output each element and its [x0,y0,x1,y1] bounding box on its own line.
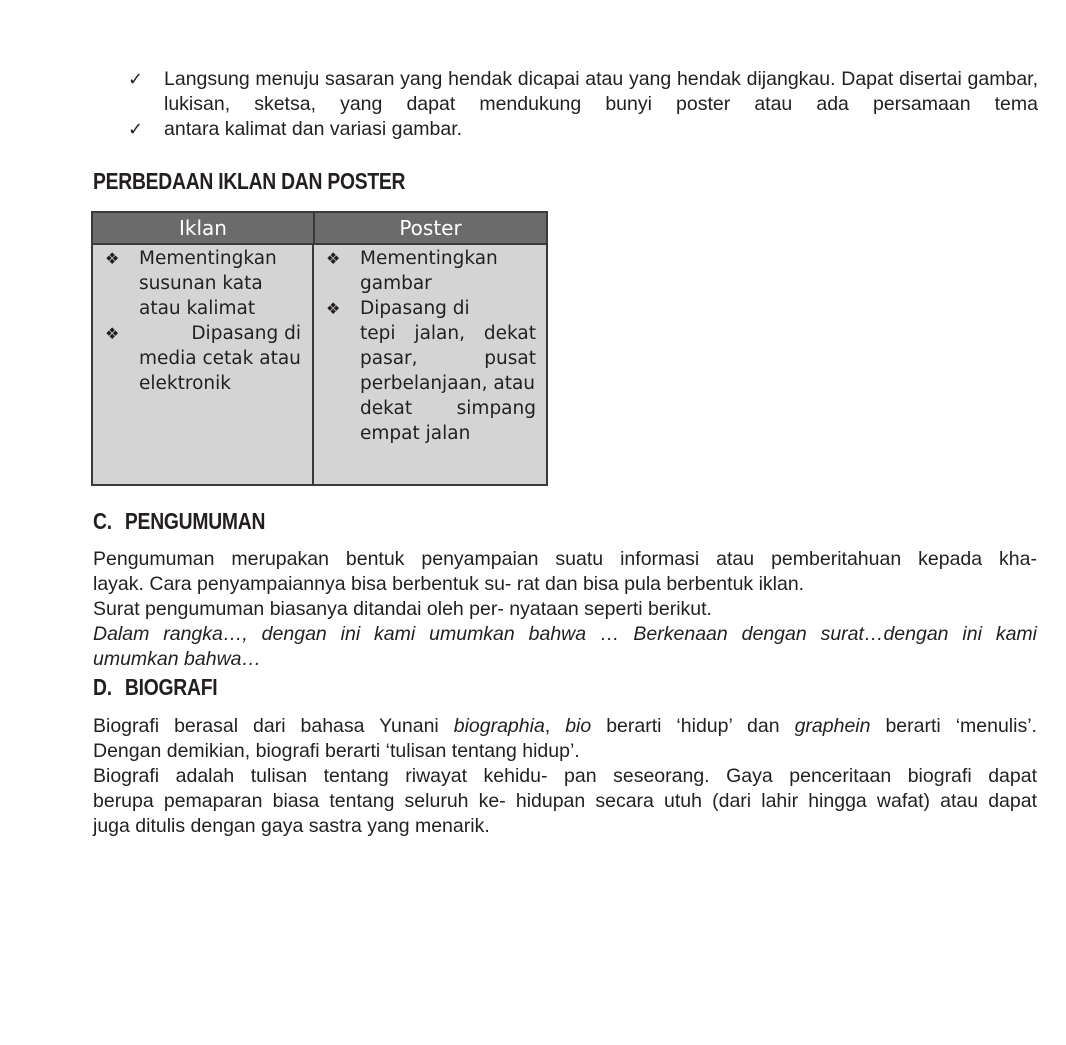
line: Dipasang di [191,323,301,344]
paragraph-line: layak. Cara penyampaiannya bisa berbentuk su- rat dan bisa pula berbentuk iklan. [93,573,805,595]
section-letter: C. [93,508,112,534]
line: Mementingkan [139,248,277,269]
checklist-item [128,67,1038,117]
line: susunan kata [139,273,263,294]
line: dekat simpang [360,398,536,419]
checklist-item [128,117,1038,142]
comparison-table [91,211,548,486]
checklist-item-text: antara kalimat dan variasi gambar. [164,118,463,140]
section-letter: D. [93,674,112,700]
paragraph-line [93,622,1037,647]
list-item-text [360,296,546,446]
checkmark-icon: ✓ [128,119,144,140]
checkmark-icon: ✓ [128,69,144,90]
list-item [314,246,546,296]
column-header-iklan: Iklan [93,213,315,243]
paragraph-line: juga ditulis dengan gaya sastra yang menarik. [93,815,490,837]
biografi-body [93,714,1037,839]
poster-cell [314,245,546,484]
paragraph-line: Surat pengumuman biasanya ditandai oleh per- nyataan seperti berikut. [93,598,712,620]
list-item [93,321,312,396]
table-header-row [93,213,546,245]
example-text: Dalam rangka…, dengan ini kami umumkan bahwa … Berkenaan dengan surat…dengan ini kami [93,623,1037,645]
diamond-bullet-icon: ❖ [105,324,120,343]
paragraph-line [93,714,1037,739]
diamond-bullet-icon: ❖ [326,299,341,318]
checklist-item-text: Langsung menuju sasaran yang hendak dicapai atau yang hendak dijangkau. Dapat disertai gambar, lukisan, sketsa, yang dapat mendukung bunyi poster atau ada persamaan tema [164,68,1038,115]
term: graphein [794,715,871,737]
text: Biografi berasal dari bahasa Yunani [93,715,454,737]
list-item-text [360,246,508,296]
section-heading-biografi [93,674,217,701]
section-title: PENGUMUMAN [124,508,266,534]
text: berarti ‘menulis’. [870,715,1037,737]
section-heading-pengumuman [93,508,265,535]
line: atau kalimat [139,298,256,319]
term: bio [565,715,592,737]
line: tepi jalan, dekat [360,323,536,344]
paragraph-line: Dengan demikian, biografi berarti ‘tulisan tentang hidup’. [93,740,580,762]
line: Dipasang di [360,298,470,319]
text: berarti ‘hidup’ dan [591,715,795,737]
pengumuman-body [93,547,1037,672]
term: biographia [453,715,545,737]
paragraph-line: Biografi adalah tulisan tentang riwayat kehidu- pan seseorang. Gaya penceritaan biografi dapat [93,765,1037,787]
list-item-text [139,321,311,396]
checklist [128,67,1038,142]
line: Mementingkan [360,248,498,269]
diamond-bullet-icon: ❖ [105,249,120,268]
paragraph-line [93,647,1037,672]
example-text: umumkan bahwa… [93,648,261,670]
list-item [93,246,312,321]
table-body [93,245,546,484]
line: gambar [360,273,432,294]
section-title: BIOGRAFI [124,674,218,700]
line: media cetak atau [139,348,301,369]
column-header-poster: Poster [399,216,462,240]
paragraph-line: berupa pemaparan biasa tentang seluruh ke- hidupan secara utuh (dari lahir hingga wafat) atau dapat [93,790,1037,812]
text: , [544,715,566,737]
list-item-text [139,246,287,321]
list-item [314,296,546,446]
paragraph-line: Pengumuman merupakan bentuk penyampaian suatu informasi atau pemberitahuan kepada kha- [93,548,1037,570]
section-heading-perbedaan: PERBEDAAN IKLAN DAN POSTER [93,168,406,194]
line: elektronik [139,373,231,394]
iklan-cell [93,245,314,484]
diamond-bullet-icon: ❖ [326,249,341,268]
line: perbelanjaan, atau [360,373,536,394]
line: empat jalan [360,423,471,444]
line: pasar, pusat [360,348,536,369]
